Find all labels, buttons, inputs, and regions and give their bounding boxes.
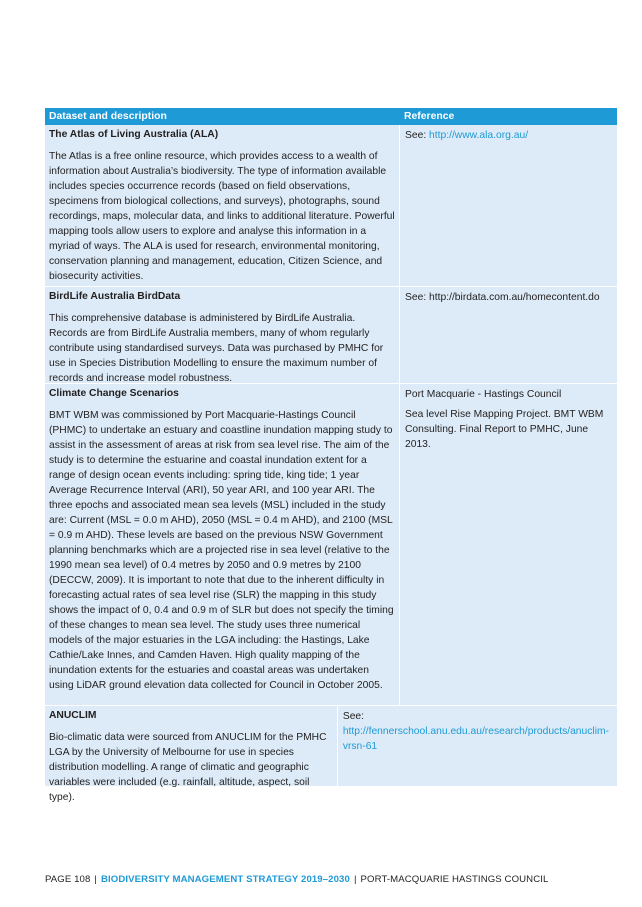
reference-text: See: http://birdata.com.au/homecontent.do (405, 292, 600, 303)
reference-prefix: See: (342, 711, 365, 722)
dataset-description: The Atlas is a free online resource, which provides access to a wealth of information about Australia’s biodiversity. The type of information available includes species occurrence records (based on field observations, specimens from biological collections, and surveys), photographs, sound recordings, maps, molecular data, and links to additional literature. Powerful mapping tools allow users to explore and analyse this information in a myriad of ways. The ALA is used for research, environmental monitoring, conservation planning and management, education, Citizen Science, and biosecurity activities. (49, 151, 395, 282)
table-row (45, 125, 617, 287)
dataset-description: BMT WBM was commissioned by Port Macquarie-Hastings Council (PHMC) to undertake an estuary and coastline inundation mapping study to assist in the assessment of areas at risk from sea level rise. The aim of the study is to determine the estuarine and coastal inundation extent for a range of design ocean events including: spring tide, king tide; 1 year Average Recurrence Interval (ARI), 50 year ARI, and 100 year ARI. The three epochs and associated mean sea levels (MSL) included in the study are: Current (MSL = 0.0 m AHD), 2050 (MSL = 0.4 m AHD), and 2100 (MSL = 0.9 m AHD). These levels are based on the previous NSW Government planning benchmarks which are a projected rise in sea level (relative to the 1990 mean sea level) of 0.4 metres by 2050 and 0.9 metres by 2100 (DECCW, 2009). It is important to note that due to the inherent difficulty in forecasting actual rates of sea level rise (SLR) the mapping in this study shows the impact of 0, 0.4 and 0.9 m of SLR but does not specify the timing of these changes to mean sea level. The study uses three numerical models of the major estuaries in the LGA including: the Hastings, Lake Cathie/Lake Innes, and Camden Haven. High quality mapping of the inundation extents for the estuaries and coastal areas was undertaken using LiDAR ground elevation data collected for Council in October 2005. (49, 410, 394, 691)
reference-report: Sea level Rise Mapping Project. BMT WBM Consulting. Final Report to PMHC, June 2013. (405, 409, 604, 450)
reference-cell (400, 125, 617, 286)
reference-cell (338, 706, 617, 786)
reference-cell (400, 384, 617, 705)
dataset-cell (45, 287, 400, 383)
table-header (45, 108, 617, 125)
reference-organisation: Port Macquarie - Hastings Council (405, 389, 562, 400)
reference-prefix: See: (405, 130, 430, 141)
footer-separator: | (94, 874, 98, 885)
dataset-cell (45, 706, 338, 803)
dataset-table (45, 108, 617, 803)
table-row (45, 384, 617, 706)
reference-link[interactable]: http://www.ala.org.au/ (429, 130, 529, 141)
dataset-title: BirdLife Australia BirdData (49, 291, 181, 302)
header-reference: Reference (404, 111, 455, 122)
reference-link[interactable]: http://fennerschool.anu.edu.au/research/products/anuclim-vrsn-61 (342, 726, 609, 752)
reference-text (343, 709, 609, 754)
dataset-cell (45, 125, 400, 286)
reference-cell (400, 287, 617, 383)
table-row (45, 287, 617, 384)
council-name: PORT-MACQUARIE HASTINGS COUNCIL (360, 874, 549, 885)
dataset-title: Climate Change Scenarios (49, 388, 179, 399)
page-number: PAGE 108 (45, 874, 91, 885)
reference-text (405, 128, 609, 143)
dataset-title: The Atlas of Living Australia (ALA) (49, 129, 219, 140)
dataset-title: ANUCLIM (49, 710, 97, 721)
header-dataset: Dataset and description (49, 111, 167, 122)
dataset-description: This comprehensive database is administered by BirdLife Australia. Records are from BirdLife Australia members, many of whom regularly contribute using standardised surveys. Data was purchased by PMHC for use in Species Distribution Modelling to ensure the maximum number of records and increase model robustness. (49, 313, 384, 384)
strategy-title: BIODIVERSITY MANAGEMENT STRATEGY 2019–2030 (101, 874, 350, 885)
dataset-description: Bio-climatic data were sourced from ANUCLIM for the PMHC LGA by the University of Melbourne for use in species distribution modelling. A range of climatic and geographic variables were included (e.g. rainfall, altitude, aspect, soil type). (49, 732, 327, 803)
footer-separator: | (353, 874, 357, 885)
dataset-cell (45, 384, 400, 705)
page-footer (45, 874, 548, 885)
table-row (45, 706, 617, 803)
